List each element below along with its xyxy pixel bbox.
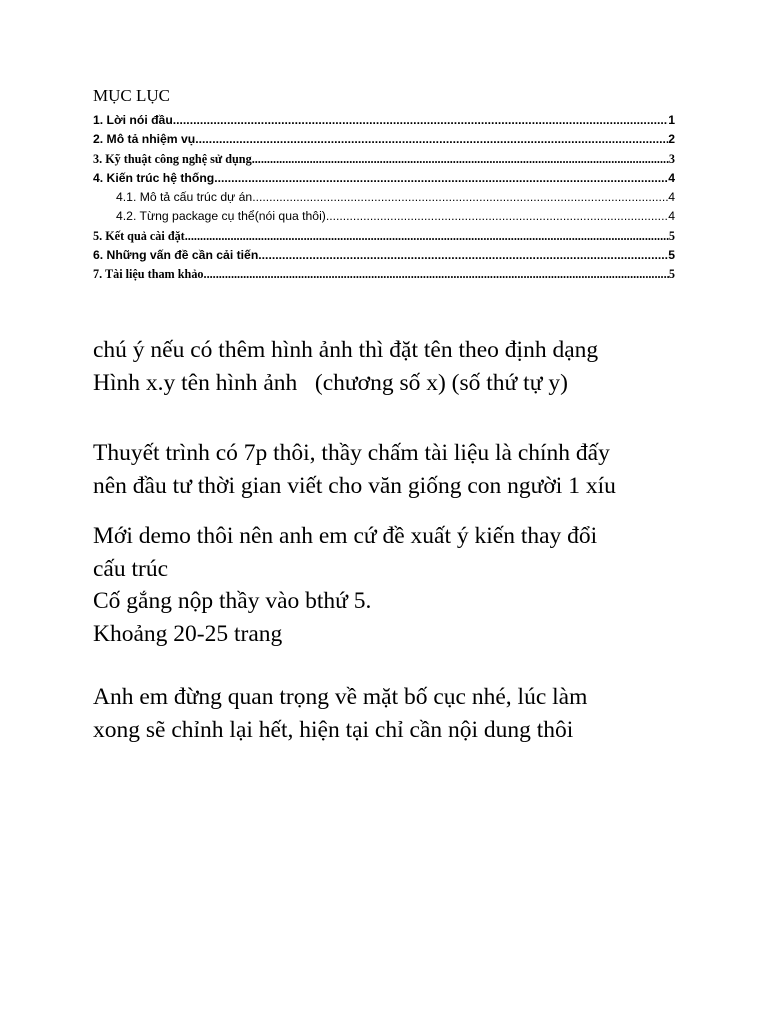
toc-dot-leader (204, 265, 669, 284)
toc-entry-label: 3. Kỹ thuật công nghệ sử dụng (93, 151, 252, 166)
note-line: Khoảng 20-25 trang (93, 620, 283, 647)
toc-entry-label: 4.2. Từng package cụ thể(nói qua thôi) (116, 209, 326, 224)
note-line: chú ý nếu có thêm hình ảnh thì đặt tên theo định dạng (93, 337, 599, 363)
toc-entry-1[interactable] (93, 111, 675, 130)
toc-dot-leader (214, 169, 668, 188)
toc-page-number: 1 (668, 113, 675, 127)
note-line: cấu trúc (93, 555, 169, 582)
toc-dot-leader (252, 188, 668, 207)
toc-entry-label: 1. Lời nói đầu (93, 113, 173, 127)
toc-page-number: 5 (668, 228, 675, 243)
toc-entry-6[interactable] (93, 246, 675, 265)
toc-entry-label: 7. Tài liệu tham khảo (93, 267, 204, 282)
toc-page-number: 5 (668, 248, 675, 263)
note-image-naming (93, 334, 713, 399)
toc-entry-4-2[interactable] (93, 207, 675, 226)
toc-page-number: 3 (668, 151, 675, 166)
note-demo (93, 520, 713, 650)
toc-dot-leader (252, 150, 669, 169)
note-line: Thuyết trình có 7p thôi, thầy chấm tài liệu là chính đấy (93, 440, 610, 466)
toc-entry-4-1[interactable] (93, 188, 675, 207)
toc-dot-leader (185, 227, 669, 246)
note-line: Mới demo thôi nên anh em cứ đề xuất ý kiến thay đổi (93, 523, 598, 549)
note-layout (93, 681, 713, 746)
toc-dot-leader (258, 246, 668, 265)
note-line: Anh em đừng quan trọng về mặt bố cục nhé, lúc làm (93, 684, 588, 710)
note-presentation (93, 437, 713, 502)
toc-entry-5[interactable] (93, 227, 675, 246)
toc-entry-2[interactable] (93, 130, 675, 149)
toc-page-number: 4 (668, 170, 675, 185)
table-of-contents (93, 111, 675, 285)
toc-entry-3[interactable] (93, 150, 675, 169)
toc-page-number: 4 (668, 209, 675, 224)
toc-entry-label: 4. Kiến trúc hệ thống (93, 170, 215, 185)
toc-dot-leader (326, 207, 668, 226)
toc-entry-label: 2. Mô tả nhiệm vụ (93, 132, 196, 147)
note-line: nên đầu tư thời gian viết cho văn giống con người 1 xíu (93, 472, 616, 499)
toc-entry-label: 5. Kết quả cài đặt (93, 228, 185, 243)
toc-page-number: 2 (668, 132, 675, 147)
note-line: Hình x.y tên hình ảnh (chương số x) (số thứ tự y) (93, 369, 568, 396)
toc-dot-leader (173, 111, 668, 130)
toc-page-number: 4 (668, 190, 675, 205)
toc-dot-leader (195, 130, 668, 149)
toc-title: MỤC LỤC (93, 86, 170, 105)
toc-entry-label: 4.1. Mô tả cấu trúc dự án (116, 190, 253, 205)
note-line: Cố gắng nộp thầy vào bthứ 5. (93, 588, 372, 614)
note-line: xong sẽ chỉnh lại hết, hiện tại chỉ cần nội dung thôi (93, 716, 574, 743)
toc-entry-4[interactable] (93, 169, 675, 188)
toc-entry-7[interactable] (93, 265, 675, 284)
toc-entry-label: 6. Những vấn đề cần cải tiến (93, 248, 259, 263)
toc-page-number: 5 (668, 267, 675, 282)
